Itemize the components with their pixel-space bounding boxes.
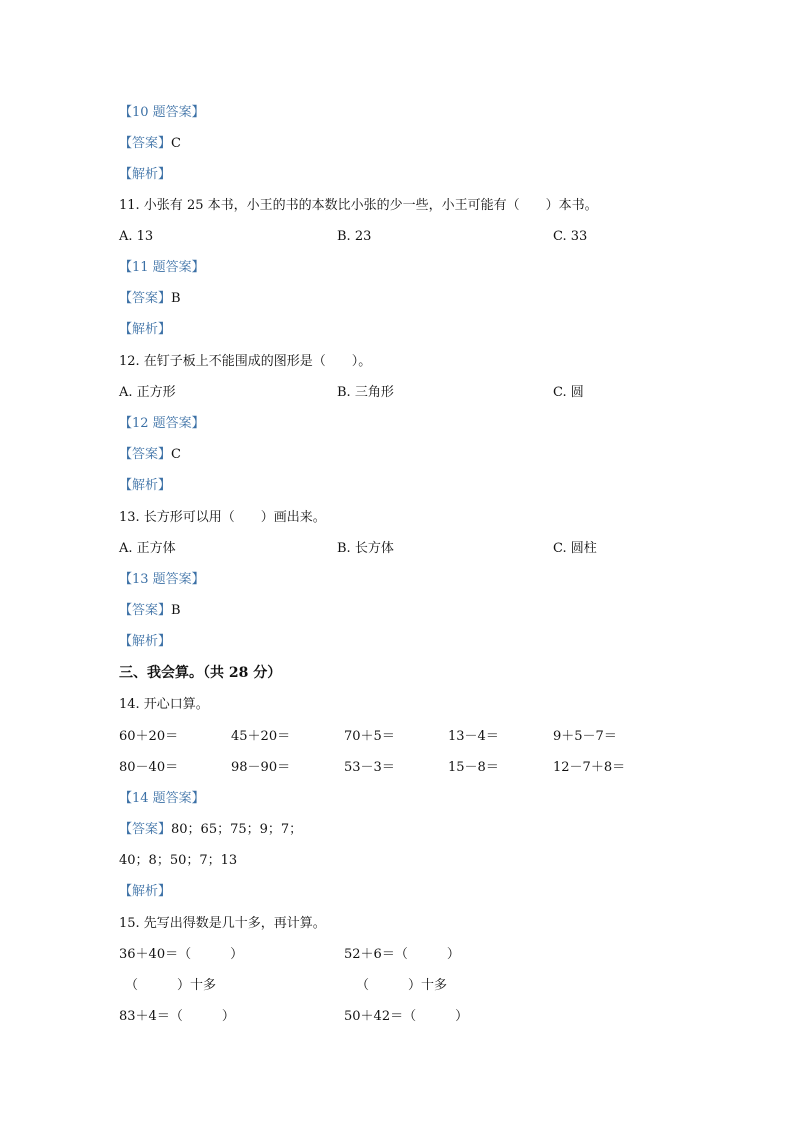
q14-answer <box>119 822 302 838</box>
q14-answer-heading: 【14 题答案】 <box>119 791 205 806</box>
q13-answer <box>119 603 181 619</box>
answer-label: 【答案】 <box>119 447 172 462</box>
arith-item: 60＋20＝ <box>119 729 179 744</box>
arith-item: 13－4＝ <box>448 729 499 744</box>
q13-option-a: A. 正方体 <box>119 541 176 556</box>
q11-option-b: B. 23 <box>337 229 372 244</box>
q13-option-c: C. 圆柱 <box>553 541 597 556</box>
q12-option-c: C. 圆 <box>553 385 584 400</box>
q14-answer-line-2: 40；8；50；7；13 <box>119 853 238 868</box>
fill-blank: 83＋4＝（ ） <box>119 1009 235 1024</box>
q12-option-b: B. 三角形 <box>337 385 394 400</box>
q12-option-a: A. 正方形 <box>119 385 176 400</box>
fill-blank: （ ）十多 <box>356 978 448 993</box>
answer-label: 【答案】 <box>119 136 172 151</box>
q10-answer-heading: 【10 题答案】 <box>119 105 205 120</box>
q14-analysis-label: 【解析】 <box>119 884 172 899</box>
answer-value: 80；65；75；9；7； <box>171 822 303 837</box>
q11-answer-heading: 【11 题答案】 <box>119 260 205 275</box>
fill-blank: 50＋42＝（ ） <box>344 1009 469 1024</box>
arith-item: 45＋20＝ <box>231 729 291 744</box>
q12-answer-heading: 【12 题答案】 <box>119 416 205 431</box>
q10-analysis-label: 【解析】 <box>119 167 172 182</box>
answer-label: 【答案】 <box>119 822 172 837</box>
q10-answer <box>119 136 181 152</box>
fill-blank: 52＋6＝（ ） <box>344 947 460 962</box>
q11-question: 11. 小张有 25 本书，小王的书的本数比小张的少一些，小王可能有（ ）本书。 <box>119 198 598 213</box>
answer-value: C <box>171 447 181 462</box>
q14-question: 14. 开心口算。 <box>119 697 209 712</box>
arith-item: 12－7＋8＝ <box>553 760 626 775</box>
q11-analysis-label: 【解析】 <box>119 322 172 337</box>
arith-item: 53－3＝ <box>344 760 395 775</box>
arith-item: 70＋5＝ <box>344 729 395 744</box>
fill-blank: 36＋40＝（ ） <box>119 947 244 962</box>
q12-question: 12. 在钉子板上不能围成的图形是（ ）。 <box>119 354 372 369</box>
arith-item: 9＋5－7＝ <box>553 729 617 744</box>
q11-option-c: C. 33 <box>553 229 588 244</box>
answer-value: C <box>171 136 181 151</box>
arith-item: 15－8＝ <box>448 760 499 775</box>
q13-question: 13. 长方形可以用（ ）画出来。 <box>119 510 326 525</box>
answer-value: B <box>171 603 181 618</box>
arith-item: 80－40＝ <box>119 760 179 775</box>
answer-label: 【答案】 <box>119 603 172 618</box>
answer-label: 【答案】 <box>119 291 172 306</box>
section-heading: 三、我会算。（共 28 分） <box>119 665 282 681</box>
q13-answer-heading: 【13 题答案】 <box>119 572 205 587</box>
q11-answer <box>119 291 181 307</box>
q13-analysis-label: 【解析】 <box>119 634 172 649</box>
arith-item: 98－90＝ <box>231 760 291 775</box>
q13-option-b: B. 长方体 <box>337 541 394 556</box>
q11-option-a: A. 13 <box>119 229 154 244</box>
q15-question: 15. 先写出得数是几十多，再计算。 <box>119 916 326 931</box>
q12-answer <box>119 447 181 463</box>
q12-analysis-label: 【解析】 <box>119 478 172 493</box>
fill-blank: （ ）十多 <box>125 978 217 993</box>
answer-value: B <box>171 291 181 306</box>
